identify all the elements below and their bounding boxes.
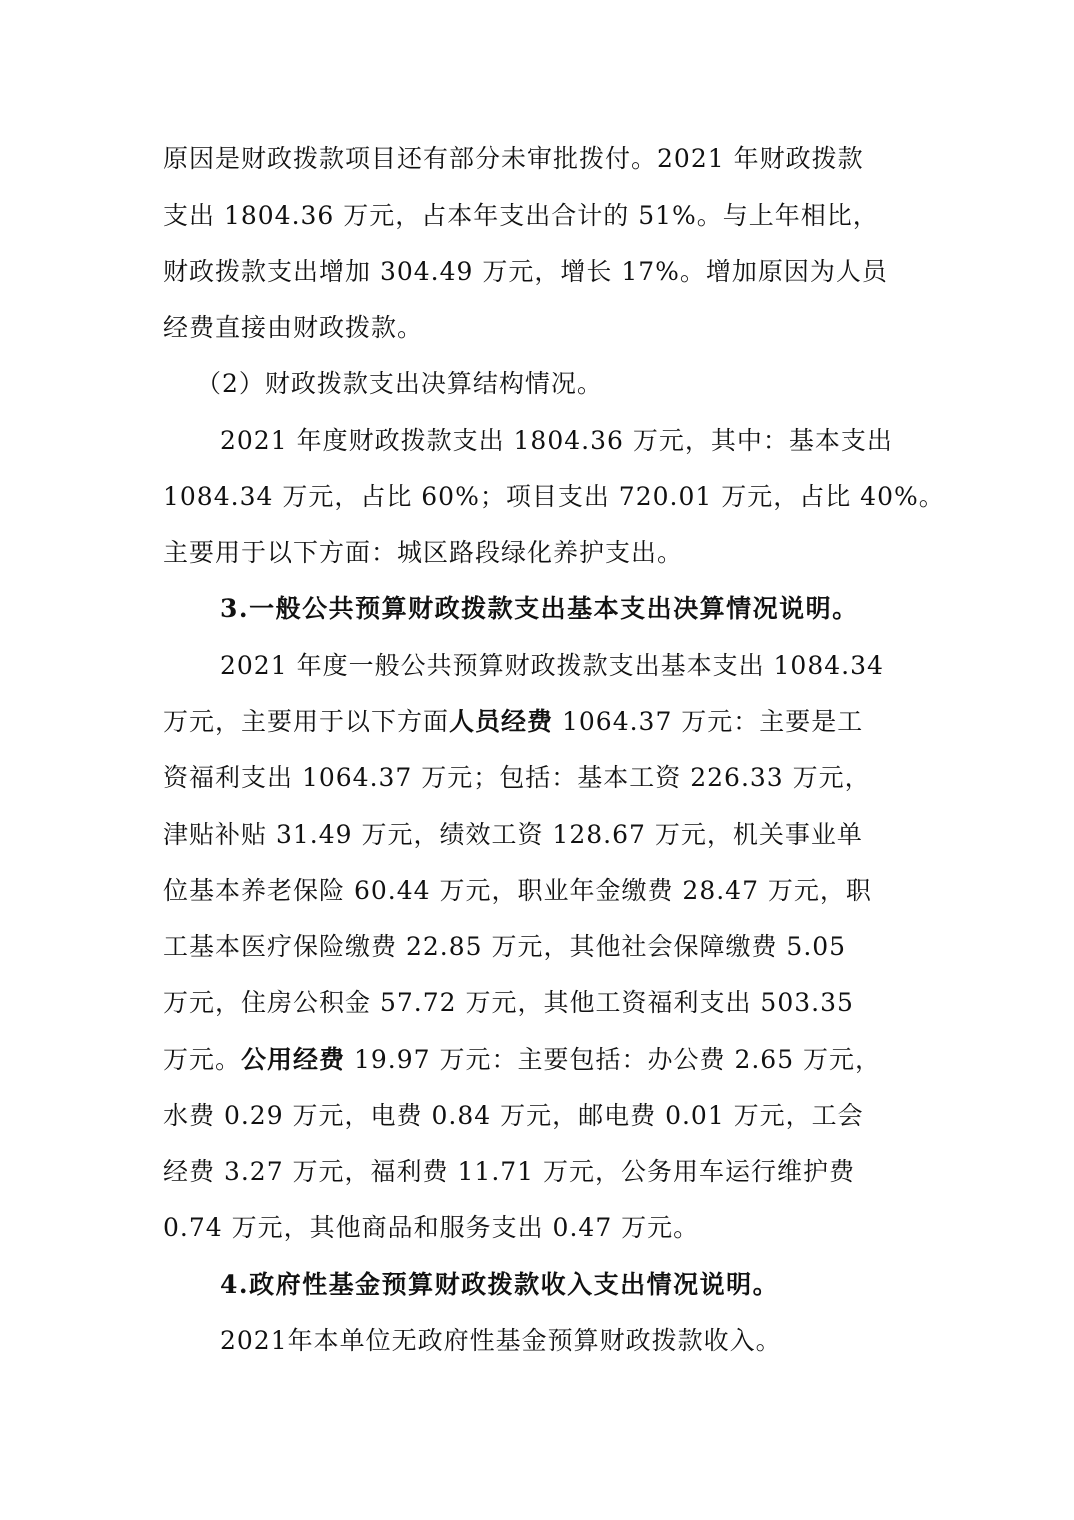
paragraph-line: 0.74 万元，其他商品和服务支出 0.47 万元。: [163, 1213, 700, 1242]
text-run: 万元。: [163, 1045, 242, 1074]
paragraph-line: 支出 1804.36 万元，占本年支出合计的 51%。与上年相比，: [163, 201, 879, 230]
paragraph-line: 资福利支出 1064.37 万元；包括：基本工资 226.33 万元，: [163, 763, 871, 792]
paragraph-line: 津贴补贴 31.49 万元，绩效工资 128.67 万元，机关事业单: [163, 820, 863, 849]
paragraph-line: 1084.34 万元，占比 60%；项目支出 720.01 万元，占比 40%。: [163, 482, 945, 511]
bold-term-public: 公用经费: [241, 1045, 346, 1074]
paragraph-line: 2021 年度财政拨款支出 1804.36 万元，其中：基本支出: [220, 426, 893, 455]
paragraph-line: 主要用于以下方面：城区路段绿化养护支出。: [163, 538, 684, 567]
paragraph-line: 工基本医疗保险缴费 22.85 万元，其他社会保障缴费 5.05: [163, 932, 847, 961]
paragraph-line: 2021 年度一般公共预算财政拨款支出基本支出 1084.34: [220, 651, 884, 680]
paragraph-line: 经费 3.27 万元，福利费 11.71 万元，公务用车运行维护费: [163, 1157, 856, 1186]
paragraph-line: [163, 702, 923, 742]
paragraph-line: 2021年本单位无政府性基金预算财政拨款收入。: [220, 1326, 782, 1355]
subheading: （2）财政拨款支出决算结构情况。: [196, 369, 603, 398]
section-heading: 4.政府性基金预算财政拨款收入支出情况说明。: [220, 1270, 780, 1299]
text-run: 19.97 万元：主要包括：办公费 2.65 万元，: [345, 1045, 882, 1074]
paragraph-line: [163, 1040, 923, 1080]
paragraph-line: 位基本养老保险 60.44 万元，职业年金缴费 28.47 万元，职: [163, 876, 872, 905]
text-run: 1064.37 万元：主要是工: [553, 707, 864, 736]
bold-term-personnel: 人员经费: [449, 707, 554, 736]
section-heading: 3.一般公共预算财政拨款支出基本支出决算情况说明。: [220, 594, 859, 623]
paragraph-line: 万元，住房公积金 57.72 万元，其他工资福利支出 503.35: [163, 988, 854, 1017]
paragraph-line: 原因是财政拨款项目还有部分未审批拨付。2021 年财政拨款: [163, 144, 864, 173]
text-run: 万元，主要用于以下方面: [163, 707, 450, 736]
paragraph-line: 财政拨款支出增加 304.49 万元，增长 17%。增加原因为人员: [163, 257, 888, 286]
paragraph-line: 水费 0.29 万元，电费 0.84 万元，邮电费 0.01 万元，工会: [163, 1101, 864, 1130]
paragraph-line: 经费直接由财政拨款。: [163, 313, 424, 342]
